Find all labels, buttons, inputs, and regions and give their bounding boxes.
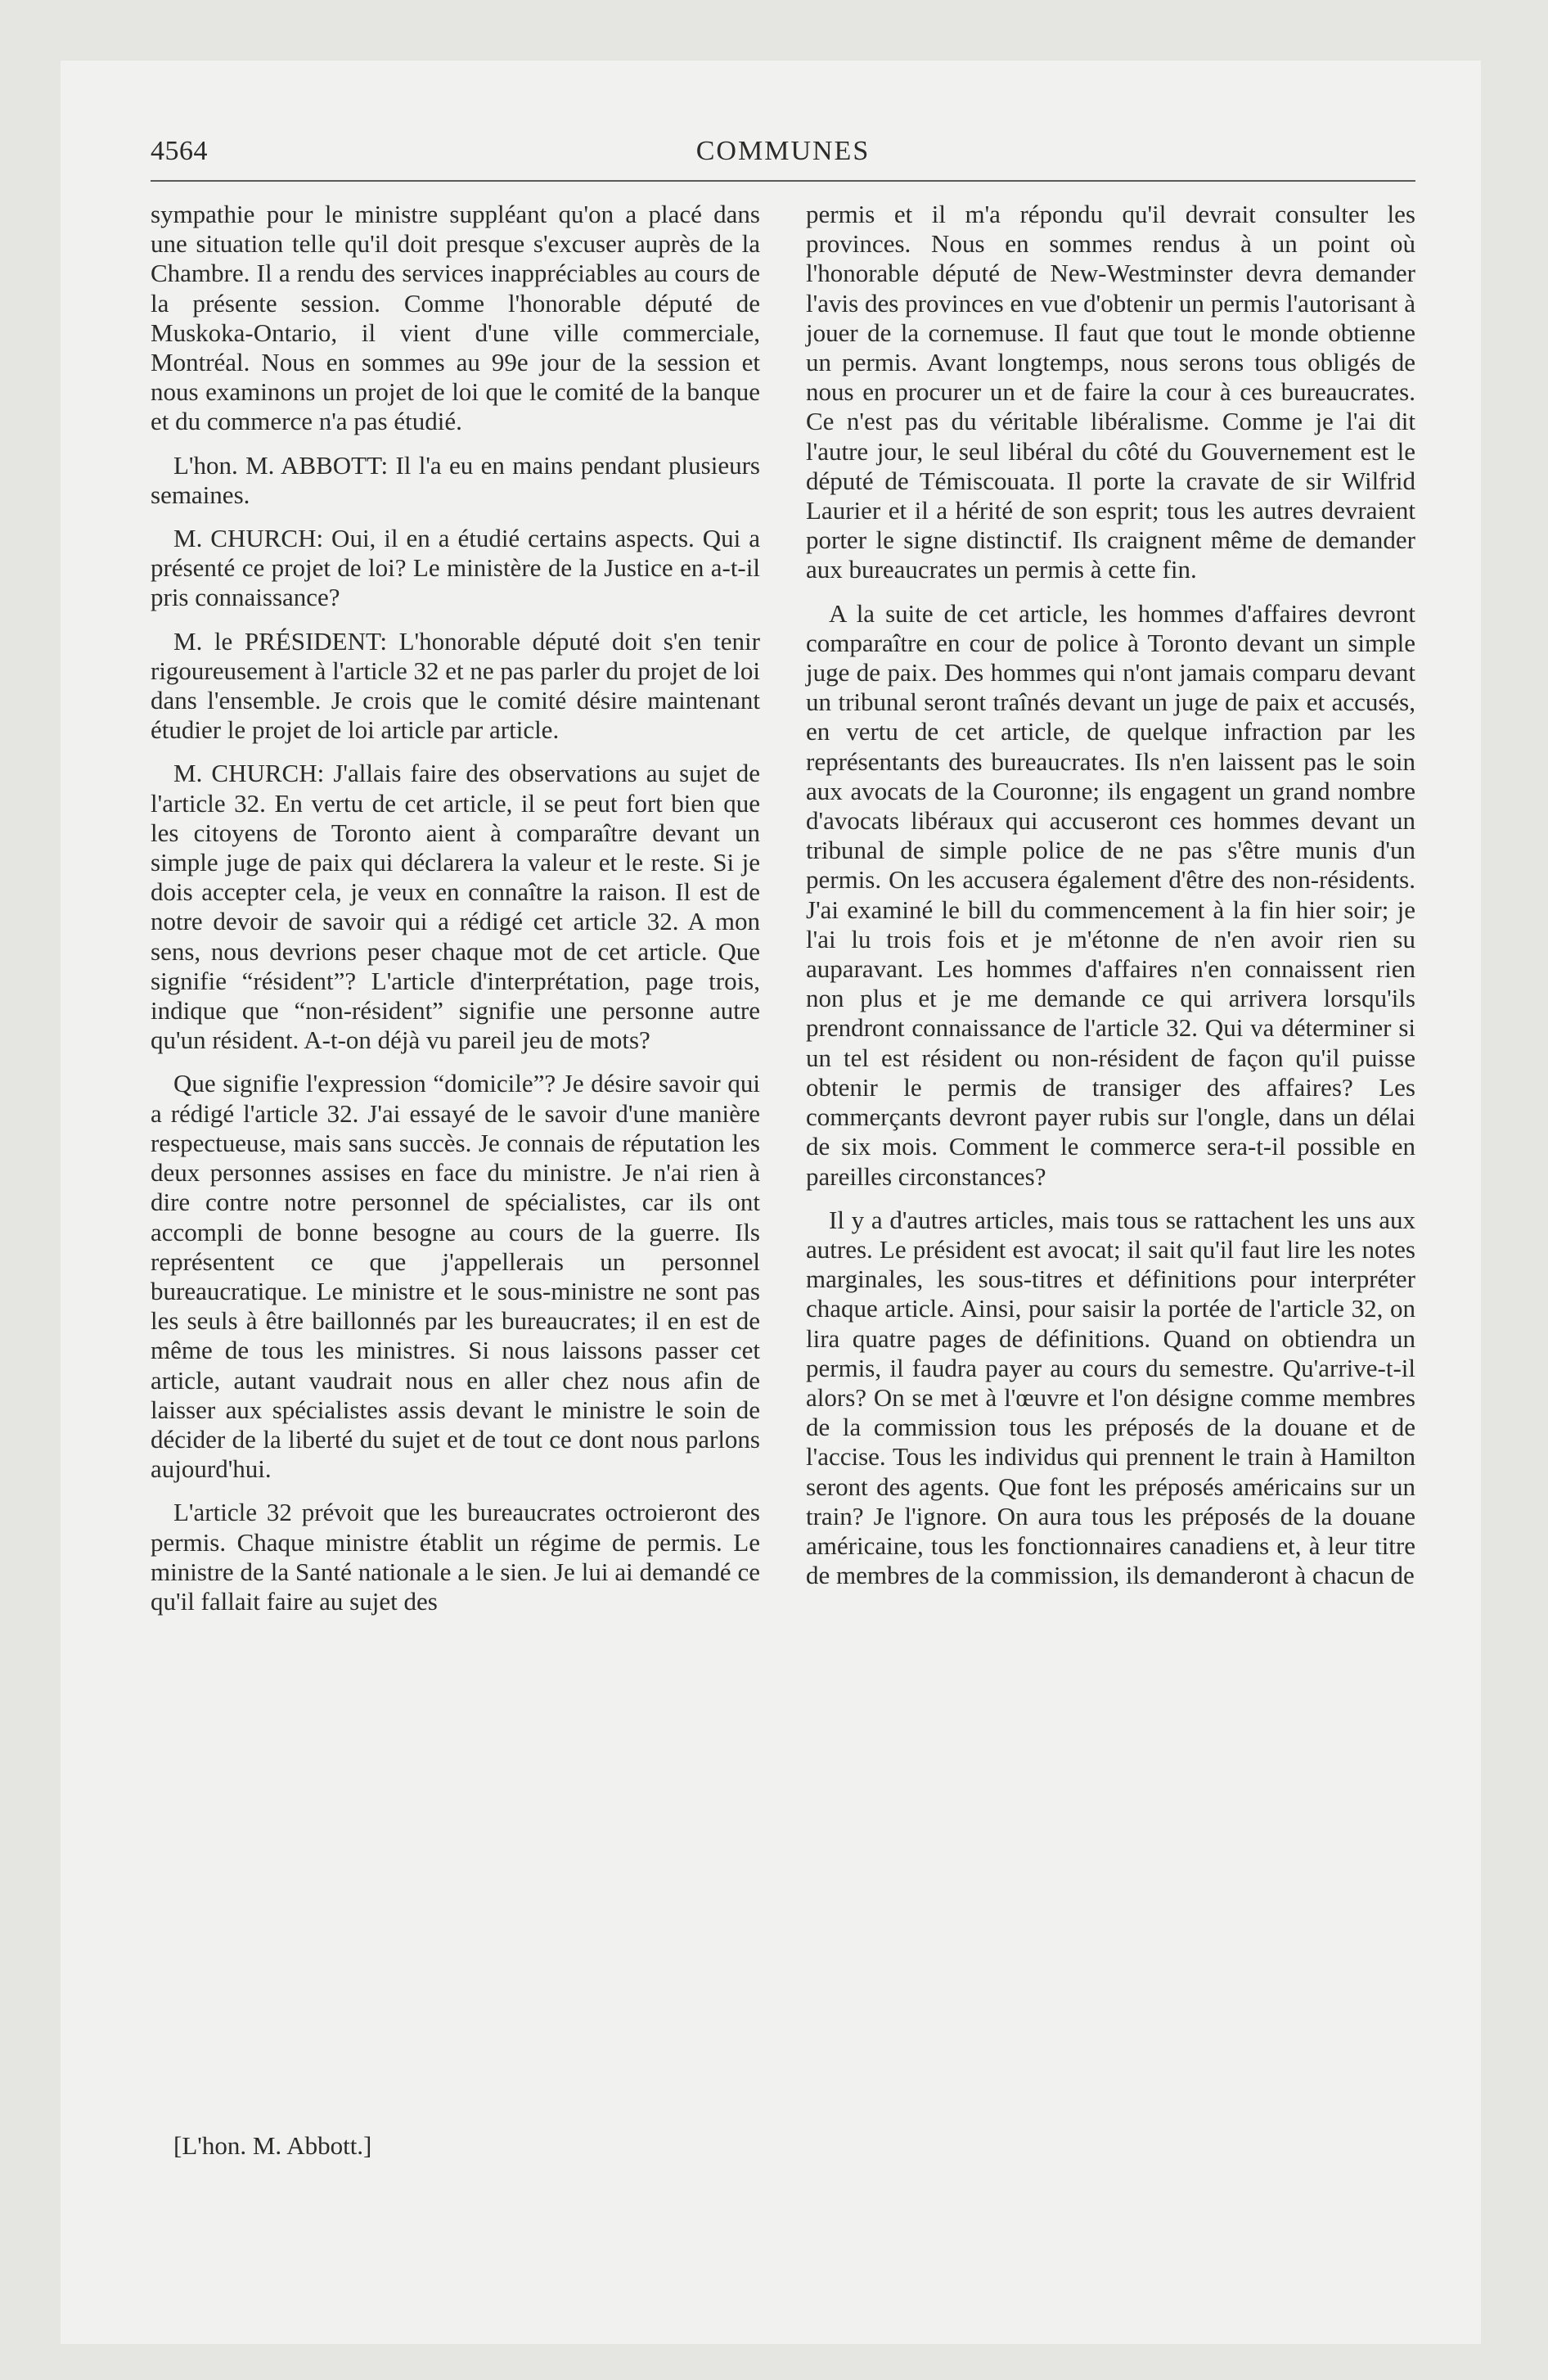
paragraph: M. CHURCH: Oui, il en a étudié certains aspects. Qui a présenté ce projet de loi? Le ministère de la Justice en a-t-il pris connaissance? bbox=[151, 524, 760, 612]
paragraph: L'hon. M. ABBOTT: Il l'a eu en mains pendant plusieurs semaines. bbox=[151, 450, 760, 509]
speaker-attribution: [L'hon. M. Abbott.] bbox=[173, 2131, 372, 2160]
page-header bbox=[151, 136, 1415, 175]
paragraph: A la suite de cet article, les hommes d'affaires devront comparaître en cour de police à Toronto devant un simple juge de paix. Des hommes qui n'ont jamais comparu devant un tribunal seront traînés devant un juge de paix et accusés, en vertu de cet article, de quelque infraction par les représentants des bureaucrates. Ils n'en laissent pas le soin aux avocats de la Couronne; ils engagent un grand nombre d'avocats libéraux qui accuseront ces hommes devant un tribunal de simple police de ne pas s'être munis d'un permis. On les accusera également d'être des non-résidents. J'ai examiné le bill du commencement à la fin hier soir; je l'ai lu trois fois et je m'étonne de n'en avoir rien su auparavant. Les hommes d'affaires n'en connaissent rien non plus et je me demande ce qui arrivera lorsqu'ils prendront connaissance de l'article 32. Qui va déterminer si un tel est résident ou non-résident de façon qu'il puisse obtenir le permis de transiger des affaires? Les commerçants devront payer rubis sur l'ongle, dans un délai de six mois. Comment le commerce sera-t-il possible en pareilles circonstances? bbox=[806, 598, 1415, 1191]
paragraph: permis et il m'a répondu qu'il devrait consulter les provinces. Nous en sommes rendus à un point où l'honorable député de New-Westminster devra demander l'avis des provinces en vue d'obtenir un permis l'autorisant à jouer de la cornemuse. Il faut que tout le monde obtienne un permis. Avant longtemps, nous serons tous obligés de nous en procurer un et de faire la cour à ces bureaucrates. Ce n'est pas du véritable libéralisme. Comme je l'ai dit l'autre jour, le seul libéral du côté du Gouvernement est le député de Témiscouata. Il porte la cravate de sir Wilfrid Laurier et il a hérité de son esprit; tous les autres devraient porter le signe distinctif. Ils craignent même de demander aux bureaucrates un permis à cette fin. bbox=[806, 200, 1415, 584]
paragraph: Il y a d'autres articles, mais tous se rattachent les uns aux autres. Le président est avocat; il sait qu'il faut lire les notes marginales, les sous-titres et définitions pour interpréter chaque article. Ainsi, pour saisir la portée de l'article 32, on lira quatre pages de définitions. Quand on obtiendra un permis, il faudra payer au cours du semestre. Qu'arrive-t-il alors? On se met à l'œuvre et l'on désigne comme membres de la commission tous les préposés de la douane et de l'accise. Tous les individus qui prennent le train à Hamilton seront des agents. Que font les préposés américains sur un train? Je l'ignore. On aura tous les préposés de la douane américaine, tous les fonctionnaires canadiens et, à leur titre de membres de la commission, ils demanderont à chacun de bbox=[806, 1205, 1415, 1590]
paragraph: M. CHURCH: J'allais faire des observations au sujet de l'article 32. En vertu de cet article, il se peut fort bien que les citoyens de Toronto aient à comparaître devant un simple juge de paix qui déclarera la valeur et le reste. Si je dois accepter cela, je veux en connaître la raison. Il est de notre devoir de savoir qui a rédigé cet article 32. A mon sens, nous devrions peser chaque mot de cet article. Que signifie “résident”? L'article d'interprétation, page trois, indique que “non-résident” signifie une personne autre qu'un résident. A-t-on déjà vu pareil jeu de mots? bbox=[151, 759, 760, 1055]
left-column bbox=[151, 200, 760, 1630]
right-column bbox=[806, 200, 1415, 1604]
running-title: COMMUNES bbox=[695, 136, 871, 166]
paragraph: sympathie pour le ministre suppléant qu'on a placé dans une situation telle qu'il doit presque s'excuser auprès de la Chambre. Il a rendu des services inappréciables au cours de la présente session. Comme l'honorable député de Muskoka-Ontario, il vient d'une ville commerciale, Montréal. Nous en sommes au 99e jour de la session et nous examinons un projet de loi que le comité de la banque et du commerce n'a pas étudié. bbox=[151, 200, 760, 436]
page bbox=[61, 61, 1481, 2344]
paragraph: M. le PRÉSIDENT: L'honorable député doit s'en tenir rigoureusement à l'article 32 et ne pas parler du projet de loi dans l'ensemble. Je crois que le comité désire maintenant étudier le projet de loi article par article. bbox=[151, 626, 760, 745]
header-rule bbox=[151, 180, 1415, 182]
page-number: 4564 bbox=[151, 136, 208, 166]
paragraph: L'article 32 prévoit que les bureaucrates octroieront des permis. Chaque ministre établit un régime de permis. Le ministre de la Santé nationale a le sien. Je lui ai demandé ce qu'il fallait faire au sujet des bbox=[151, 1498, 760, 1616]
paragraph: Que signifie l'expression “domicile”? Je désire savoir qui a rédigé l'article 32. J'ai essayé de le savoir d'une manière respectueuse, mais sans succès. Je connais de réputation les deux personnes assises en face du ministre. Je n'ai rien à dire contre notre personnel de spécialistes, car ils ont accompli de bonne besogne au cours de la guerre. Ils représentent ce que j'appellerais un personnel bureaucratique. Le ministre et le sous-ministre ne sont pas les seuls à être baillonnés par les bureaucrates; il en est de même de tous les ministres. Si nous laissons passer cet article, autant vaudrait nous en aller chez nous afin de laisser aux spécialistes assis devant le ministre le soin de décider de la liberté du sujet et de tout ce dont nous parlons aujourd'hui. bbox=[151, 1069, 760, 1484]
